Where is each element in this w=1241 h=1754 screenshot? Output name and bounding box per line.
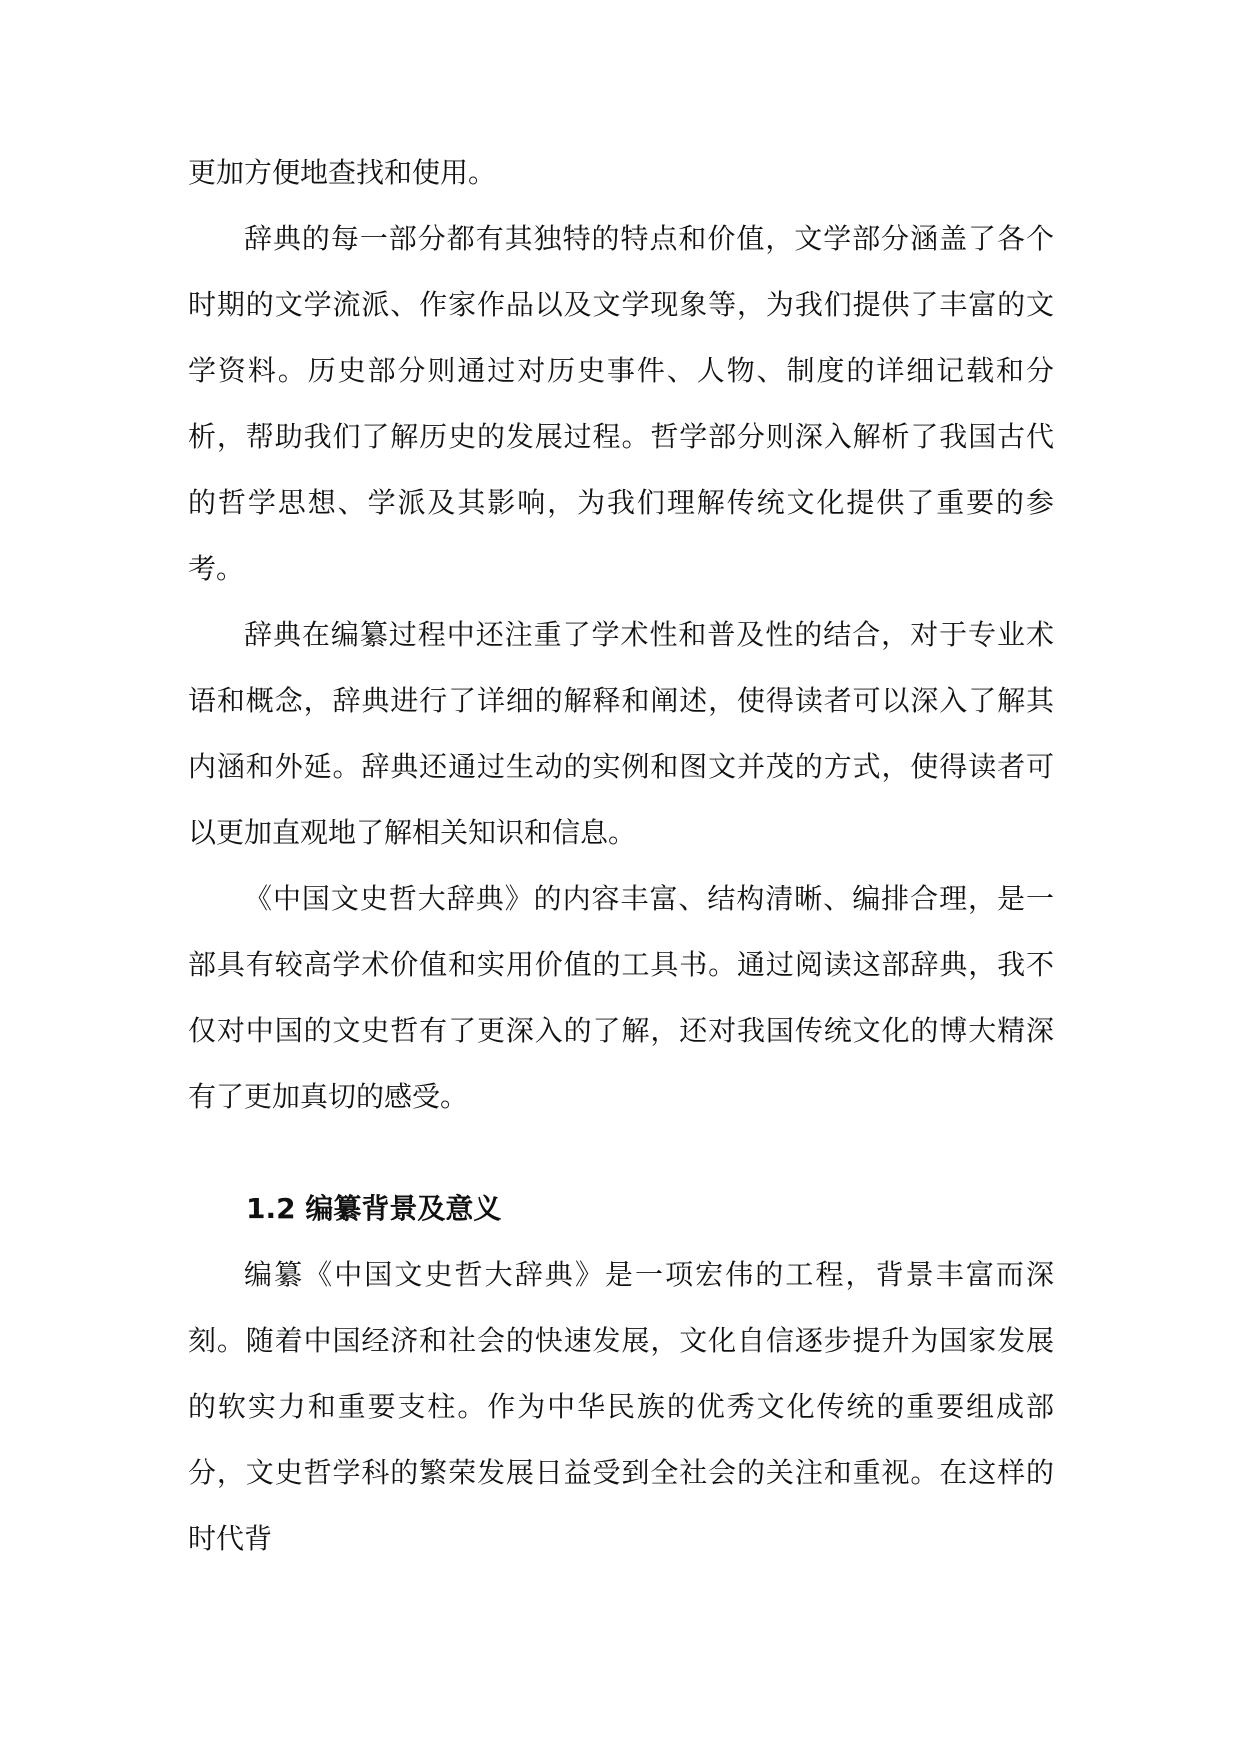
paragraph-academic-popular: 辞典在编纂过程中还注重了学术性和普及性的结合，对于专业术语和概念，辞典进行了详细的解释和阐述，使得读者可以深入了解其内涵和外延。辞典还通过生动的实例和图文并茂的方式，使得读者可以更加直观地了解相关知识和信息。 xyxy=(188,618,1054,849)
paragraph-background: 编纂《中国文史哲大辞典》是一项宏伟的工程，背景丰富而深刻。随着中国经济和社会的快速发展，文化自信逐步提升为国家发展的软实力和重要支柱。作为中华民族的优秀文化传统的重要组成部分，文史哲学科的繁荣发展日益受到全社会的关注和重视。在这样的时代背 xyxy=(188,1258,1054,1555)
paragraph-summary: 《中国文史哲大辞典》的内容丰富、结构清晰、编排合理，是一部具有较高学术价值和实用价值的工具书。通过阅读这部辞典，我不仅对中国的文史哲有了更深入的了解，还对我国传统文化的博大精深有了更加真切的感受。 xyxy=(188,882,1054,1113)
paragraph-dictionary-parts: 辞典的每一部分都有其独特的特点和价值，文学部分涵盖了各个时期的文学流派、作家作品以及文学现象等，为我们提供了丰富的文学资料。历史部分则通过对历史事件、人物、制度的详细记载和分析，帮助我们了解历史的发展过程。哲学部分则深入解析了我国古代的哲学思想、学派及其影响，为我们理解传统文化提供了重要的参考。 xyxy=(188,222,1054,585)
paragraph-continuation: 更加方便地查找和使用。 xyxy=(188,156,497,189)
section-heading: 1.2 编纂背景及意义 xyxy=(246,1192,502,1225)
document-body xyxy=(188,140,1054,1572)
